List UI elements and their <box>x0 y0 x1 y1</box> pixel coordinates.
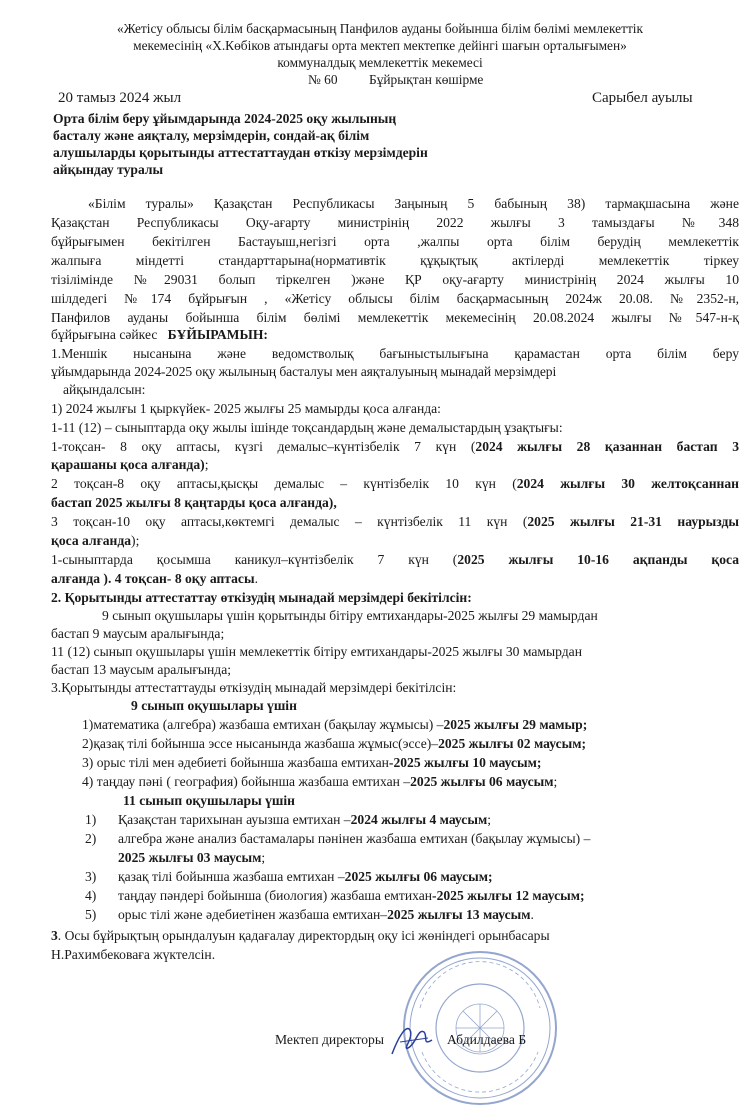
s4-line-2: Н.Рахимбековаға жүктелсін. <box>51 947 216 962</box>
grade-11-item-number: 3) <box>85 869 97 884</box>
exam-punct: ; <box>261 850 266 865</box>
order-type: Бұйрықтан көшірме <box>369 72 484 87</box>
quarter-2-line <box>51 475 739 492</box>
exam-text: 1)математика (алгебра) жазбаша емтихан (бақылау жұмысы) – <box>82 717 444 732</box>
grade-9-item <box>82 754 541 771</box>
quarter-1-line-2 <box>51 456 208 473</box>
subject-line-1: Орта білім беру ұйымдарында 2024-2025 оқу жылының <box>53 111 397 126</box>
grade-9-heading: 9 сынып оқушылары үшін <box>131 698 297 713</box>
s1-line: айқындалсын: <box>63 382 146 397</box>
preamble-line: Панфилов ауданы бойынша білім бөлімі мемлекеттік мекемесінің 20.08.2024 жылғы №547-н-қ <box>51 310 739 325</box>
exam-date: 2025 жылғы 02 маусым; <box>438 736 587 751</box>
preamble-line-end <box>51 326 268 343</box>
subject-line-3: алушыларды қорытынды аттестаттаудан өткізу мерзімдерін <box>53 145 428 160</box>
exam-text: 2)қазақ тілі бойынша эссе нысанында жазбаша жұмыс(эссе)– <box>82 736 439 751</box>
s1-line: ұйымдарында 2024-2025 оқу жылының басталуы мен аяқталуының мынадай мерзімдері <box>51 364 557 379</box>
quarter-3-punct: ); <box>131 533 140 548</box>
quarter-1-text: 1-тоқсан- 8 оқу аптасы, күзгі демалыс–күнтізбелік 7 күн ( <box>51 439 476 454</box>
quarter-2-dates: 2024 жылғы 30 желтоқсаннан <box>516 476 739 491</box>
grade-9-item <box>82 735 586 752</box>
s1-line: 1.Меншік нысанына және ведомстволық бағыныстылығына қарамастан орта білім беру <box>51 346 739 361</box>
order-number: № 60 <box>308 72 338 87</box>
signature-mark <box>388 1020 438 1060</box>
holiday-punct: . <box>254 571 258 586</box>
grade-11-heading: 11 сынып оқушылары үшін <box>123 793 295 808</box>
preamble-line: Қазақстан Республикасы Оқу-ағарту министрінің 2022 жылғы 3 тамыздағы №348 <box>51 215 739 230</box>
s1-line: 1-11 (12) – сыныптарда оқу жылы ішінде тоқсандардың және демалыстардың ұзақтығы: <box>51 420 563 435</box>
exam-punct: ; <box>487 812 491 827</box>
preamble-line: жалпыға міндетті стандарттарына(нормативтік құқықтық актілерді мемлекеттік тіркеу <box>51 253 739 268</box>
exam-date: -2025 жылғы 10 маусым; <box>388 755 542 770</box>
holiday-line-2 <box>51 570 258 587</box>
header-line-1: «Жетісу облысы білім басқармасының Панфилов ауданы бойынша білім бөлімі мемлекеттік <box>116 21 644 36</box>
s2-line: бастап 13 маусым аралығында; <box>51 662 232 677</box>
holiday-dates: 2025 жылғы 10-16 ақпанды қоса <box>457 552 739 567</box>
quarter-3-line <box>51 513 739 530</box>
exam-date: 2025 жылғы 06 маусым <box>410 774 554 789</box>
holiday-text: 1-сыныптарда қосымша каникул–күнтізбелік 7 күн ( <box>51 552 458 567</box>
header-line-2: мекемесінің «Х.Көбіков атындағы орта мектеп мектепке дейінгі шағын орталығымен» <box>133 38 627 53</box>
exam-date: -2025 жылғы 12 маусым; <box>432 888 585 903</box>
s1-line: 1) 2024 жылғы 1 қыркүйек- 2025 жылғы 25 мамырды қоса алғанда: <box>51 401 441 416</box>
grade-11-item-number: 1) <box>85 812 97 827</box>
signature-name: Абдилдаева Б <box>447 1032 527 1047</box>
exam-text: қазақ тілі бойынша жазбаша емтихан – <box>118 869 345 884</box>
quarter-1-line <box>51 438 739 455</box>
order-word: БҰЙЫРАМЫН: <box>167 327 268 342</box>
grade-11-item-number: 5) <box>85 907 97 922</box>
exam-date: 2024 жылғы 4 маусым <box>350 812 488 827</box>
grade-11-item <box>118 868 493 885</box>
header-line-3: коммуналдық мемлекеттік мекемесі <box>277 55 483 70</box>
quarter-3-line-2 <box>51 532 139 549</box>
grade-11-item <box>118 906 534 923</box>
s2-title: 2. Қорытынды аттестаттау өткізудің мынадай мерзімдері бекітілсін: <box>51 590 472 605</box>
order-place: Сарыбел ауылы <box>592 90 693 106</box>
exam-punct: ; <box>553 774 558 789</box>
grade-11-item-cont <box>118 849 265 866</box>
order-date: 20 тамыз 2024 жыл <box>58 90 182 106</box>
s3-title: 3.Қорытынды аттестаттауды өткізудің мынадай мерзімдері бекітілсін: <box>51 680 457 695</box>
exam-date: 2025 жылғы 29 мамыр; <box>443 717 588 732</box>
quarter-2-line-2: бастап 2025 жылғы 8 қаңтарды қоса алғанда), <box>51 495 337 510</box>
exam-text: таңдау пәндері бойынша (биология) жазбаша емтихан <box>118 888 433 903</box>
grade-11-item <box>118 887 585 904</box>
quarter-1-dates: 2024 жылғы 28 қазаннан бастап 3 <box>475 439 739 454</box>
s2-line: бастап 9 маусым аралығында; <box>51 626 225 641</box>
s4-text: . Осы бұйрықтың орындалуын қадағалау директордың оқу ісі жөніндегі орынбасары <box>57 928 550 943</box>
exam-text: Қазақстан тарихынан ауызша емтихан – <box>118 812 351 827</box>
exam-date: 2025 жылғы 06 маусым; <box>344 869 493 884</box>
preamble-line: шілдедегі №174 бұйрығын , «Жетісу облысы білім басқармасының 2024ж 20.08. №2352-н, <box>51 291 739 306</box>
subject-line-2: басталу және аяқталу, мерзімдерін, сондай-ақ білім <box>53 128 370 143</box>
s2-line: 9 сынып оқушылары үшін қорытынды бітіру емтихандары-2025 жылғы 29 мамырдан <box>102 608 598 623</box>
exam-text: 4) таңдау пәні ( география) бойынша жазбаша емтихан – <box>82 774 411 789</box>
exam-text: орыс тілі және әдебиетінен жазбаша емтихан– <box>118 907 388 922</box>
holiday-line <box>51 551 739 568</box>
grade-11-item <box>118 811 491 828</box>
quarter-2-text: 2 тоқсан-8 оқу аптасы,қысқы демалыс – күнтізбелік 10 күн ( <box>51 476 517 491</box>
s2-line: 11 (12) сынып оқушылары үшін мемлекеттік бітіру емтихандары-2025 жылғы 30 мамырдан <box>51 644 582 659</box>
grade-9-item <box>82 716 587 733</box>
preamble-line: «Білім туралы» Қазақстан Республикасы Заңының 5 бабының 38) тармақшасына және <box>88 196 739 211</box>
preamble-line: бұйрығымен бекітілген Бастауыш,негізгі орта ,жалпы орта білім берудің мемлекеттік <box>51 234 739 249</box>
preamble-line: тізілімінде №29031 болып тіркелген )және ҚР оқу-ағарту министрінің 2024 жылғы 10 <box>51 272 739 287</box>
grade-11-item-number: 4) <box>85 888 97 903</box>
s4-line-1 <box>51 927 550 944</box>
exam-punct: . <box>530 907 534 922</box>
s4-number: 3 <box>51 928 58 943</box>
quarter-3-text: 3 тоқсан-10 оқу аптасы,көктемгі демалыс – күнтізбелік 11 күн ( <box>51 514 528 529</box>
preamble-last-text: бұйрығына сәйкес <box>51 327 158 342</box>
quarter-1-dates-end: қарашаны қоса алғанда) <box>51 457 205 472</box>
quarter-3-dates-end: қоса алғанда <box>51 533 132 548</box>
holiday-dates-end: алғанда ). 4 тоқсан- 8 оқу аптасы <box>51 571 255 586</box>
grade-9-item <box>82 773 557 790</box>
subject-line-4: айқындау туралы <box>53 162 164 177</box>
exam-date: 2025 жылғы 13 маусым <box>387 907 531 922</box>
exam-text: 3) орыс тілі мен әдебиеті бойынша жазбаша емтихан <box>82 755 389 770</box>
quarter-3-dates: 2025 жылғы 21-31 наурызды <box>527 514 739 529</box>
signature-title: Мектеп директоры <box>275 1032 384 1047</box>
grade-11-item: алгебра және анализ бастамалары пәнінен жазбаша емтихан (бақылау жұмысы) – <box>118 831 591 846</box>
exam-date: 2025 жылғы 03 маусым <box>118 850 262 865</box>
grade-11-item-number: 2) <box>85 831 97 846</box>
quarter-1-punct: ; <box>204 457 209 472</box>
